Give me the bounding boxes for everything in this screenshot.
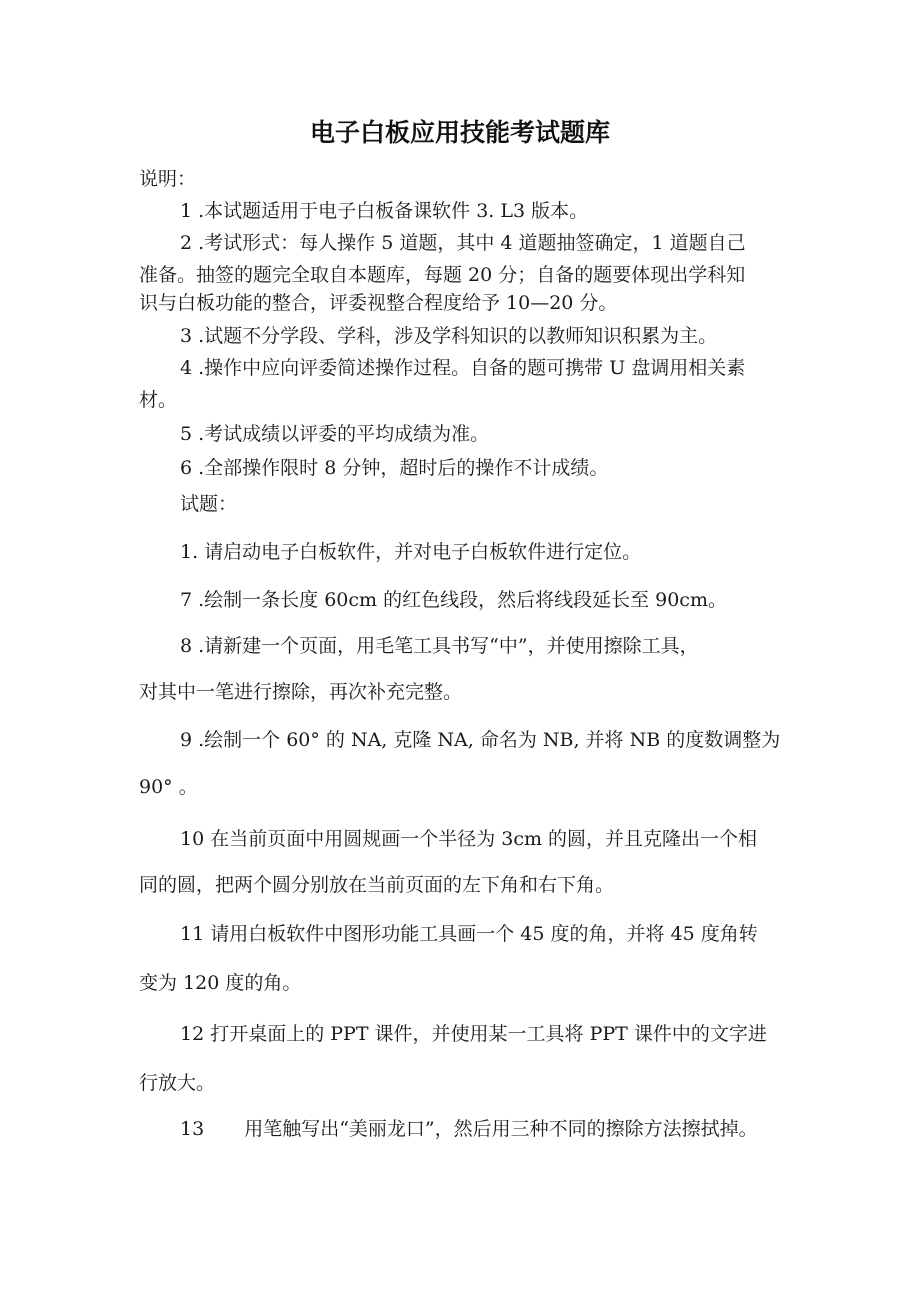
note-2-line-3: 识与白板功能的整合，评委视整合程度给予 10—20 分。	[139, 292, 618, 314]
question-13	[180, 1117, 758, 1141]
note-2-line-2: 准备。抽签的题完全取自本题库，每题 20 分；自备的题要体现出学科知	[139, 264, 746, 286]
note-3: 3 .试题不分学段、学科，涉及学科知识的以教师知识积累为主。	[180, 325, 718, 347]
question-11-line-2: 变为 120 度的角。	[139, 972, 302, 994]
question-13-text: 用笔触写出“美丽龙口”，然后用三种不同的擦除方法擦拭掉。	[244, 1118, 758, 1140]
question-7: 7 .绘制一条长度 60cm 的红色线段，然后将线段延长至 90cm。	[180, 589, 727, 611]
question-9-line-1: 9 .绘制一个 60° 的 NA, 克隆 NA, 命名为 NB, 并将 NB 的度数调整为	[180, 729, 781, 751]
question-12-line-1: 12 打开桌面上的 PPT 课件，并使用某一工具将 PPT 课件中的文字进	[180, 1023, 767, 1045]
note-4-line-2: 材。	[139, 389, 178, 411]
note-5: 5 .考试成绩以评委的平均成绩为准。	[180, 423, 490, 445]
question-9-line-2: 90° 。	[139, 776, 198, 798]
note-4-line-1: 4 .操作中应向评委简述操作过程。自备的题可携带 U 盘调用相关素	[180, 357, 746, 379]
note-1: 1 .本试题适用于电子白板备课软件 3. L3 版本。	[180, 200, 589, 222]
question-10-line-1: 10 在当前页面中用圆规画一个半径为 3cm 的圆，并且克隆出一个相	[180, 828, 758, 850]
question-8-line-2: 对其中一笔进行擦除，再次补充完整。	[139, 681, 463, 703]
question-13-number: 13	[180, 1118, 205, 1140]
page-title: 电子白板应用技能考试题库	[309, 118, 610, 147]
question-12-line-2: 行放大。	[139, 1072, 216, 1094]
question-11-line-1: 11 请用白板软件中图形功能工具画一个 45 度的角，并将 45 度角转	[180, 923, 758, 945]
question-8-line-1: 8 .请新建一个页面，用毛笔工具书写“中”，并使用擦除工具，	[180, 635, 699, 657]
questions-heading: 试题：	[180, 493, 238, 515]
question-10-line-2: 同的圆，把两个圆分别放在当前页面的左下角和右下角。	[139, 874, 615, 896]
question-1: 1. 请启动电子白板软件，并对电子白板软件进行定位。	[180, 541, 642, 563]
note-2-line-1: 2 .考试形式：每人操作 5 道题，其中 4 道题抽签确定，1 道题自己	[180, 232, 746, 254]
notes-heading: 说明：	[139, 168, 197, 190]
note-6: 6 .全部操作限时 8 分钟，超时后的操作不计成绩。	[180, 457, 609, 479]
